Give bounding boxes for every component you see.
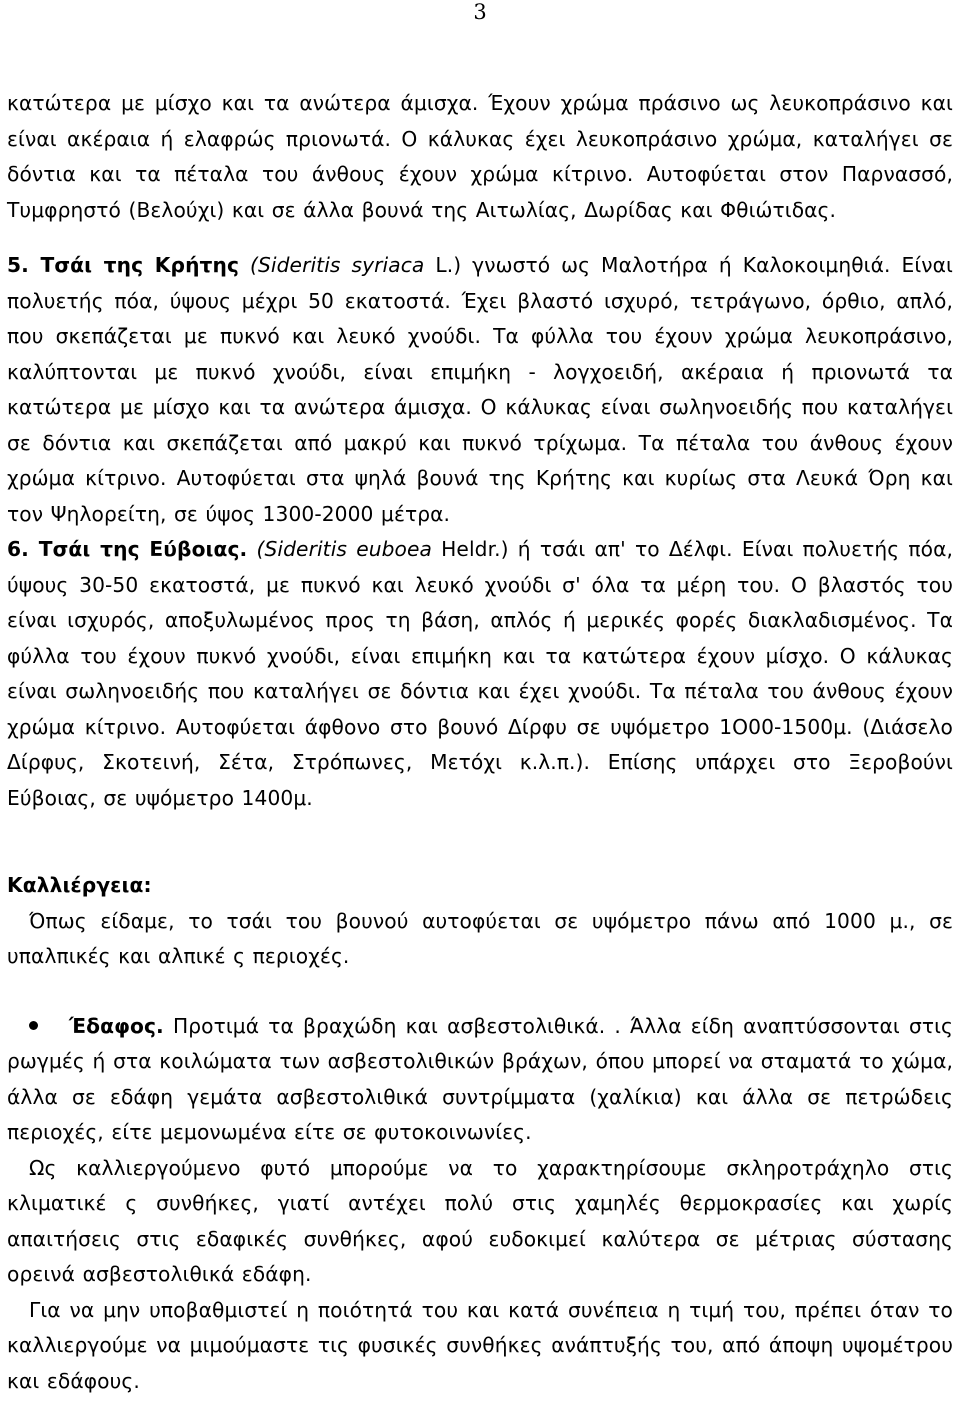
cultivation-heading: Καλλιέργεια:	[7, 873, 152, 897]
soil-text: Προτιμά τα βραχώδη και ασβεστολιθικά. . Άλλα είδη αναπτύσσονται στις ρωγμές ή στα κοιλώματα των ασβεστολιθικών βράχων, όπου μπορεί να σταματά το χώμα, άλλα σε εδάφη γεμάτα ασβεστολιθικά συντρίμματα (χαλίκια) και άλλα σε πετρώδεις περιοχές, είτε μεμονωμένα είτε σε φυτοκοινωνίες.	[7, 1013, 953, 1144]
page-number: 3	[473, 0, 487, 24]
species-6-paragraph	[7, 532, 953, 816]
spacer	[7, 228, 953, 248]
cultivation-paragraph-2: Ως καλλιεργούμενο φυτό μπορούμε να το χαρακτηρίσουμε σκληροτράχηλο στις κλιματικέ ς συνθήκες, γιατί αντέχει πολύ στις χαμηλές θερμοκρασίες και χωρίς απαιτήσεις στις εδαφικές συνθήκες, αφού ευδοκιμεί καλύτερα σε μέτριας σύστασης ορεινά ασβεστολιθικά εδάφη.	[7, 1155, 953, 1286]
soil-bullet-item	[7, 1009, 953, 1151]
spacer	[7, 816, 953, 868]
species-6-description: Heldr.) ή τσάι απ' το Δέλφι. Είναι πολυετής πόα, ύψους 30-50 εκατοστά, με πυκνό και λευκό χνούδι σ' όλα τα μέρη του. Ο βλαστός του είναι ισχυρός, αποξυλωμένος προς τη βάση, απλός ή μερικές φορές διακλαδισμένος. Τα φύλλα του έχουν πυκνό χνούδι, είναι επιμήκη και τα κατώτερα έχουν μίσχο. Ο κάλυκας είναι σωληνοειδής που καταλήγει σε δόντια και έχει χνούδι. Τα πέταλα του άνθους έχουν χρώμα κίτρινο. Αυτοφύεται άφθονο στο βουνό Δίρφυ σε υψόμετρο 1Ο00-1500μ. (Διάσελο Δίρφυς, Σκοτεινή, Σέτα, Στρόπωνες, Μετόχι κ.λ.π.). Επίσης υπάρχει στο Ξεροβούνι Εύβοιας, σε υψόμετρο 1400μ.	[7, 537, 953, 810]
document-body	[7, 86, 953, 1399]
spacer	[7, 975, 953, 1009]
bullet-icon	[29, 1021, 38, 1030]
intro-paragraph: κατώτερα με μίσχο και τα ανώτερα άμισχα. Έχουν χρώμα πράσινο ως λευκοπράσινο και είναι ακέραια ή ελαφρώς πριονωτά. Ο κάλυκας έχει λευκοπράσινο χρώμα, καταλήγει σε δόντια και τα πέταλα του άνθους έχουν χρώμα κίτρινο. Αυτοφύεται στον Παρνασσό, Τυμφρηστό (Βελούχι) και σε άλλα βουνά της Αιτωλίας, Δωρίδας και Φθιώτιδας.	[7, 91, 953, 222]
soil-label: Έδαφος.	[69, 1013, 164, 1038]
species-6-title: 6. Τσάι της Εύβοιας.	[7, 537, 248, 561]
species-5-latin-name: (Sideritis syriaca	[250, 253, 425, 277]
species-5-description: L.) γνωστό ως Μαλοτήρα ή Καλοκοιμηθιά. Είναι πολυετής πόα, ύψους μέχρι 50 εκατοστά. Έχει βλαστό ισχυρό, τετράγωνο, όρθιο, απλό, που σκεπάζεται με πυκνό και λευκό χνούδι. Τα φύλλα του έχουν χρώμα λευκοπράσινο, καλύπτονται με πυκνό χνούδι, είναι επιμήκη - λογχοειδή, ακέραια ή πριονωτά τα κατώτερα με μίσχο και τα ανώτερα άμισχα. Ο κάλυκας είναι σωληνοειδής που καταλήγει σε δόντια και σκεπάζεται από μακρύ και πυκνό τρίχωμα. Τα πέταλα του άνθους έχουν χρώμα κίτρινο. Αυτοφύεται στα ψηλά βουνά της Κρήτης και κυρίως στα Λευκά Όρη και τον Ψηλορείτη, σε ύψος 1300-2000 μέτρα.	[7, 253, 953, 526]
species-5-paragraph	[7, 248, 953, 532]
cultivation-paragraph-3: Για να μην υποβαθμιστεί η ποιότητά του και κατά συνέπεια η τιμή του, πρέπει όταν το καλλιεργούμε να μιμούμαστε τις φυσικές συνθήκες ανάπτυξής του, από άποψη υψομέτρου και εδάφους.	[7, 1297, 953, 1393]
species-5-title: 5. Τσάι της Κρήτης	[7, 253, 240, 277]
cultivation-intro: Όπως είδαμε, το τσάι του βουνού αυτοφύεται σε υψόμετρο πάνω από 1000 μ., σε υπαλπικές και αλπικέ ς περιοχές.	[7, 908, 953, 968]
species-6-latin-name: (Sideritis euboea	[256, 537, 432, 561]
